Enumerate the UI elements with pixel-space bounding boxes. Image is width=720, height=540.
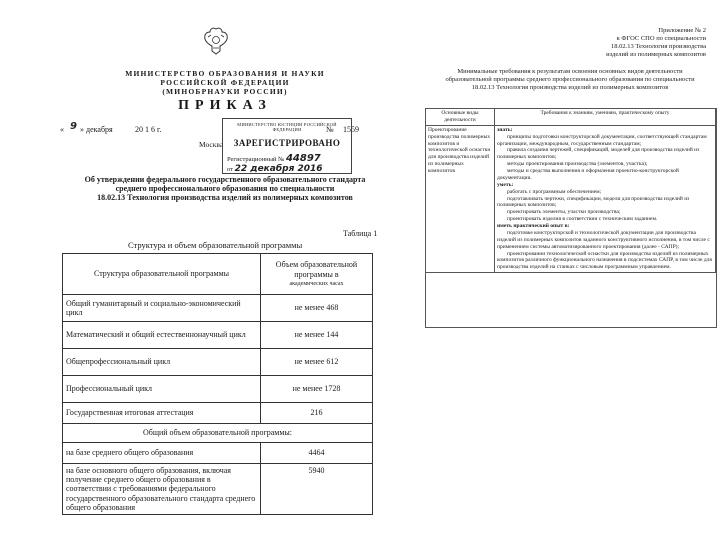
ministry-line: (МИНОБРНАУКИ РОССИИ) [162,87,288,96]
title-line: среднего профессионального образования по специальности [115,184,335,194]
table-row [63,424,373,443]
appendix-line: 18.02.13 Технология производства [610,43,706,51]
registration-stamp [222,118,352,174]
requirement-item: принципы подготовки конструкторской документации, соответствующей стандартам организации, международным, государственным стандартам; [497,133,707,147]
appendix-line: Приложение № 2 [658,27,706,34]
ministry-line: РОССИЙСКОЙ ФЕДЕРАЦИИ [160,78,290,87]
table-label: Таблица 1 [343,229,378,238]
requirement-item: методы и средства выполнения и оформления проектно-конструкторской документации. [497,168,679,181]
cycle-volume: не менее 1728 [261,376,373,403]
table-row [63,376,373,403]
stamp-ministry: МИНИСТЕРСТВО ЮСТИЦИИ РОССИЙСКОЙ ФЕДЕРАЦИИ [237,122,337,132]
order-number-label: № [326,125,334,134]
table-header-row [63,254,373,295]
requirement-item: подготовке конструкторской и технологической документации для производства изделий из полимерных композитов заданного конструктивного исполнения, в том числе с применением системы автоматизированного проектирования (далее - САПР); [497,229,710,250]
requirement-item: правила создания чертежей, спецификаций, моделей для производства изделий из полимерных композитов; [497,147,700,161]
date-year: 20 1 6 г. [135,125,162,134]
total-basis: на базе среднего общего образования [63,443,261,464]
total-volume: 4464 [261,443,373,464]
min-requirements-title: Минимальные требования к результатам освоения основных видов деятельности образовательной программы среднего профессионального образования по специальности 18.02.13 Технология производства изделий из полимерных композитов [445,68,695,92]
stamp-from-date: 22 декабря 2016 [234,164,323,174]
requirement-item: проектировать изделия в соответствии с техническим заданием. [507,216,658,223]
order-number: 1559 [343,125,359,134]
header-volume: Объем образовательной программы в [275,260,358,279]
total-volume: 5940 [261,464,373,515]
requirement-heading: уметь: [497,181,514,188]
requirement-item: проектировать элементы, участки производства; [507,209,621,216]
title-line: 18.02.13 Технология производства изделий из полимерных композитов [97,193,353,203]
header-unit: академических часах [289,280,344,287]
ministry-line: МИНИСТЕРСТВО ОБРАЗОВАНИЯ И НАУКИ [125,69,325,78]
table-row [426,125,716,272]
header-cell: Основные виды деятельности [426,109,495,126]
title-line: Об утверждении федерального государственного образовательного стандарта [84,175,366,184]
requirement-item: подготавливать чертежи, спецификации, модели для производства изделий из полимерных композитов; [497,195,690,209]
coat-of-arms-icon [202,26,230,56]
cycle-name: Профессиональный цикл [63,376,261,403]
header-cell: Структура образовательной программы [63,254,261,295]
cycle-name: Общепрофессиональный цикл [63,349,261,376]
table-row [63,349,373,376]
appendix-line: изделий из полимерных композитов [606,51,706,59]
requirements-table [425,108,716,273]
requirement-heading: знать: [497,126,513,133]
order-title [60,175,390,203]
activity-name: Проектирование производства полимерных композитов и технологической оснастки для производства изделий из полимерных композитов [426,125,495,272]
cycle-volume: не менее 144 [261,322,373,349]
cycle-volume: не менее 468 [261,295,373,322]
stamp-from-label: от [227,166,234,173]
header-cell: Требования к знаниям, умениям, практическому опыту [495,109,716,126]
stamp-registered: ЗАРЕГИСТРИРОВАНО [233,138,341,148]
structure-table [62,253,373,515]
total-basis: на базе основного общего образования, включая получение среднего общего образования в соответствии с требованиями федерального государственного образовательного стандарта среднего общего образования [63,464,261,515]
requirement-item: работать с программным обеспечением; [507,188,602,195]
header-cell [261,254,373,295]
document-type-heading: ПРИКАЗ [178,98,272,113]
appendix-header [606,27,706,60]
cycle-name: Государственная итоговая аттестация [63,403,261,424]
table-row [63,464,373,515]
city: Москва [199,140,224,149]
cycle-volume: 216 [261,403,373,424]
table-row [63,322,373,349]
requirement-heading: иметь практический опыт в: [497,223,570,229]
date-open: « [60,125,64,134]
requirements-list [495,125,716,272]
stamp-reg-label: Регистрационный № [227,156,285,163]
total-label: Общий объем образовательной программы: [63,424,373,443]
date-day: 9 [70,121,77,132]
cycle-name: Общий гуманитарный и социально-экономический цикл [63,295,261,322]
table-row [63,403,373,424]
table-header-row [426,109,716,126]
appendix-line: к ФГОС СПО по специальности [616,35,706,43]
requirement-item: методы проектирования производства (элементов, участка); [507,161,648,168]
requirement-item: проектировании технологической оснастки для производства изделий из полимерных композитов различного функционального назначения в подсистемах САПР, в том числе для производства изделий на станках с числовым программным управлением. [497,250,712,271]
cycle-volume: не менее 612 [261,349,373,376]
stamp-reg-number: 44897 [285,153,321,164]
date-month: » декабря [80,125,113,134]
cycle-name: Математический и общий естественнонаучный цикл [63,322,261,349]
structure-title: Структура и объем образовательной программы [128,240,303,250]
table-row [63,443,373,464]
table-row [63,295,373,322]
